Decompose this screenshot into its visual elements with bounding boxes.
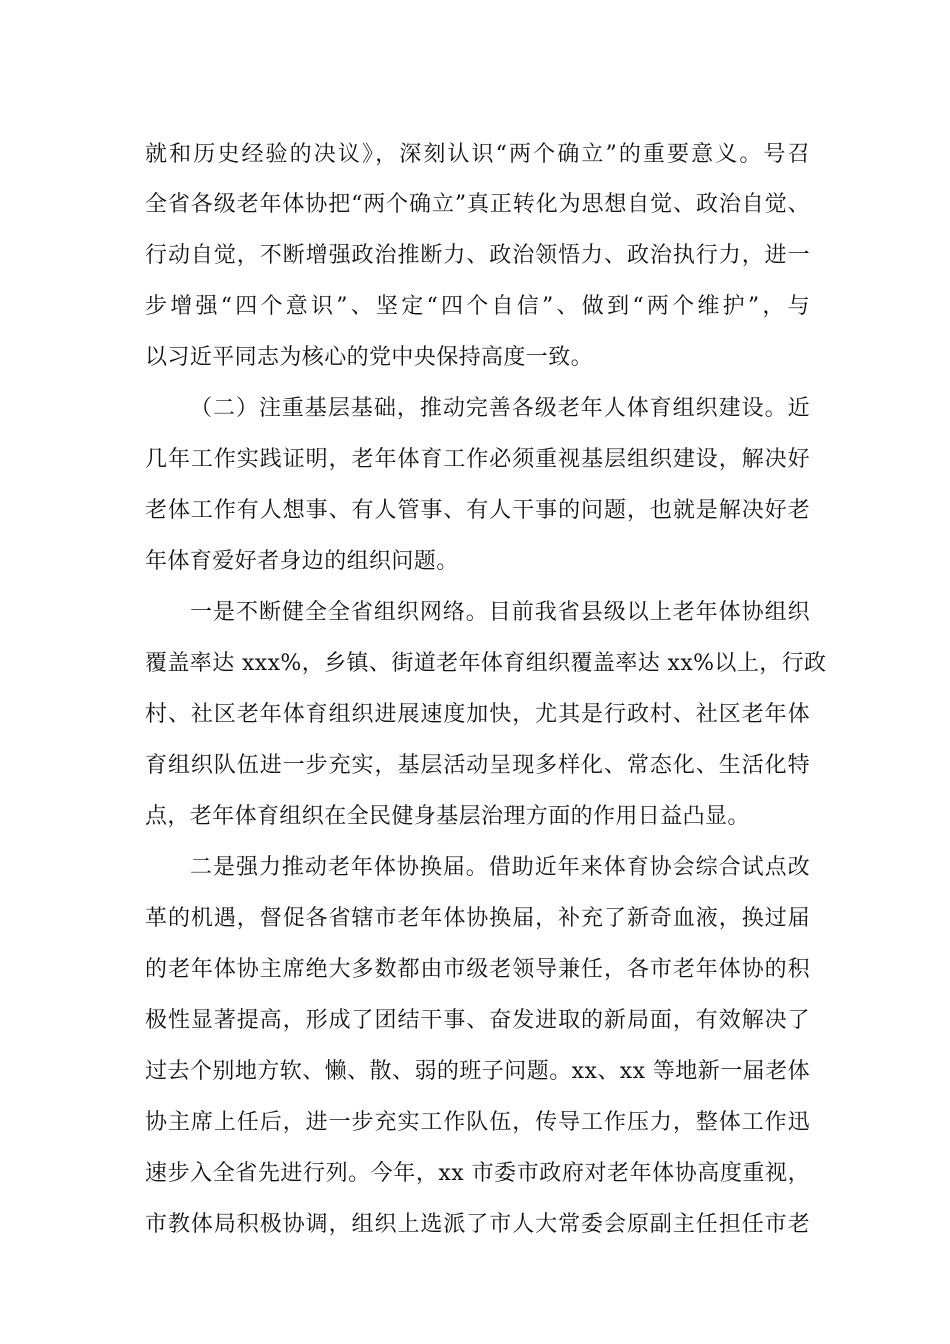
paragraph-start-line: 二是强力推动老年体协换届。借助近年来体育协会综合试点改 [190, 855, 810, 880]
text-line: 速步入全省先进行列。今年，xx 市委市政府对老年体协高度重视， [145, 1161, 810, 1186]
paragraph-start-line: 一是不断健全全省组织网络。目前我省县级以上老年体协组织 [190, 600, 810, 625]
section-heading-line: （二）注重基层基础，推动完善各级老年人体育组织建设。近 [190, 396, 810, 421]
text-line: 年体育爱好者身边的组织问题。 [145, 549, 459, 574]
text-line: 过去个别地方软、懒、散、弱的班子问题。xx、xx 等地新一届老体 [145, 1059, 810, 1084]
text-line: 的老年体协主席绝大多数都由市级老领导兼任，各市老年体协的积 [145, 957, 810, 982]
text-line: 极性显著提高，形成了团结干事、奋发进取的新局面，有效解决了 [145, 1008, 810, 1033]
text-line: 步增强“四个意识”、坚定“四个自信”、做到“两个维护”，与 [145, 294, 810, 319]
text-line: 革的机遇，督促各省辖市老年体协换届，补充了新奇血液，换过届 [145, 906, 810, 931]
text-line: 行动自觉，不断增强政治推断力、政治领悟力、政治执行力，进一 [145, 243, 810, 268]
text-line: 育组织队伍进一步充实，基层活动呈现多样化、常态化、生活化特 [145, 753, 810, 778]
text-line: 村、社区老年体育组织进展速度加快，尤其是行政村、社区老年体 [145, 702, 810, 727]
text-line: 几年工作实践证明，老年体育工作必须重视基层组织建设，解决好 [145, 447, 810, 472]
text-line: 以习近平同志为核心的党中央保持高度一致。 [145, 345, 594, 370]
text-line: 点，老年体育组织在全民健身基层治理方面的作用日益凸显。 [145, 804, 750, 829]
text-line: 协主席上任后，进一步充实工作队伍，传导工作压力，整体工作迅 [145, 1110, 810, 1135]
text-line: 老体工作有人想事、有人管事、有人干事的问题，也就是解决好老 [145, 498, 810, 523]
text-line: 市教体局积极协调，组织上选派了市人大常委会原副主任担任市老 [145, 1212, 810, 1237]
text-line: 就和历史经验的决议》，深刻认识“两个确立”的重要意义。号召 [145, 142, 810, 167]
text-line: 覆盖率达 xxx%，乡镇、街道老年体育组织覆盖率达 xx%以上，行政 [145, 651, 827, 676]
text-line: 全省各级老年体协把“两个确立”真正转化为思想自觉、政治自觉、 [145, 192, 810, 217]
